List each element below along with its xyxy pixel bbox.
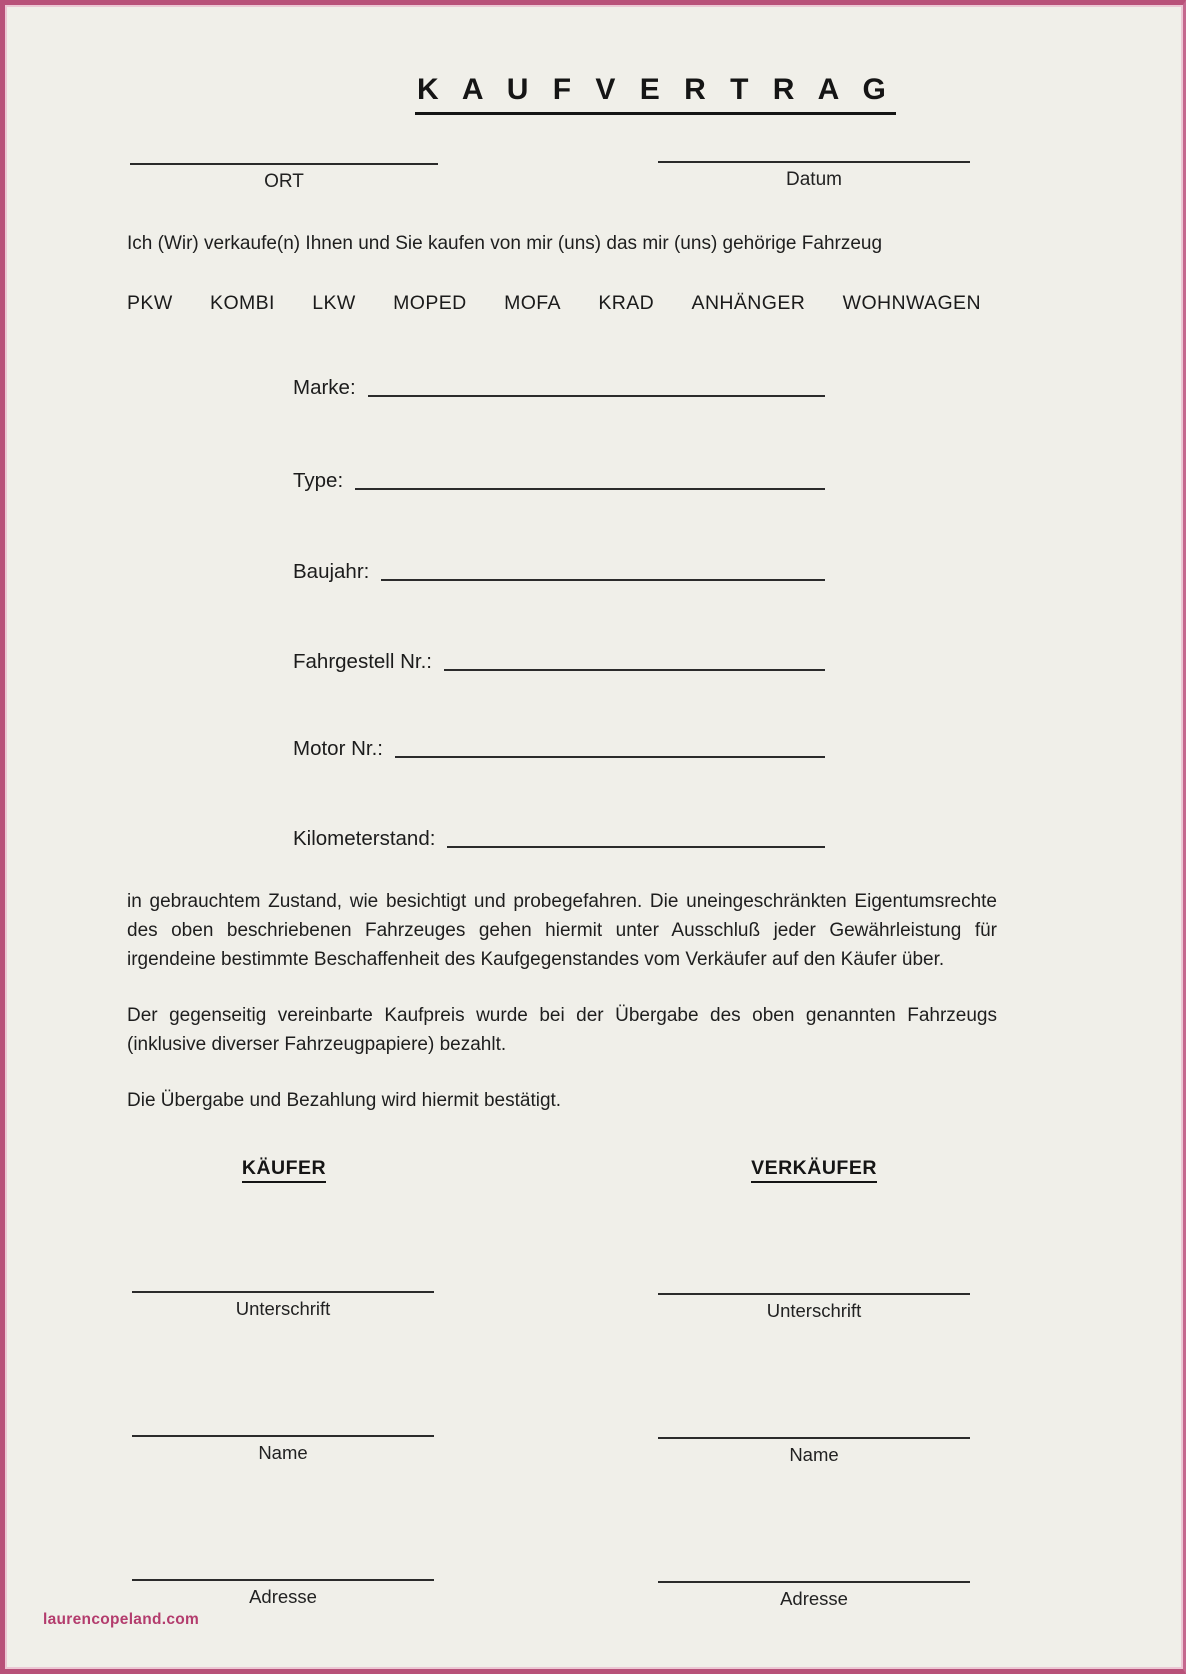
vehicle-type-moped: MOPED xyxy=(393,292,467,314)
fahrgestell-nr-field xyxy=(293,650,825,674)
vehicle-type-row xyxy=(127,292,981,315)
fahrgestell-nr-blank-line[interactable] xyxy=(444,669,825,671)
kilometerstand-blank-line[interactable] xyxy=(447,846,825,848)
seller-column-header: VERKÄUFER xyxy=(658,1157,970,1180)
buyer-unterschrift-blank-line[interactable] xyxy=(132,1291,434,1293)
baujahr-label: Baujahr: xyxy=(293,560,370,583)
vehicle-type-lkw: LKW xyxy=(312,292,356,314)
buyer-name-label: Name xyxy=(258,1442,308,1463)
buyer-adresse-blank-line[interactable] xyxy=(132,1579,434,1581)
motor-nr-label: Motor Nr.: xyxy=(293,737,383,760)
vehicle-type-pkw: PKW xyxy=(127,292,173,314)
motor-nr-blank-line[interactable] xyxy=(395,756,825,758)
seller-signature-column xyxy=(658,1293,970,1674)
marke-label: Marke: xyxy=(293,376,356,399)
type-label: Type: xyxy=(293,469,344,492)
buyer-unterschrift-row xyxy=(132,1291,434,1320)
marke-field xyxy=(293,376,825,400)
baujahr-field xyxy=(293,560,825,584)
vehicle-type-krad: KRAD xyxy=(598,292,655,314)
buyer-name-row xyxy=(132,1435,434,1464)
vehicle-type-kombi: KOMBI xyxy=(210,292,275,314)
motor-nr-field xyxy=(293,737,825,761)
seller-adresse-label: Adresse xyxy=(780,1588,848,1609)
seller-unterschrift-row xyxy=(658,1293,970,1322)
buyer-adresse-label: Adresse xyxy=(249,1586,317,1607)
terms-paragraph-condition: in gebrauchtem Zustand, wie besichtigt und probegefahren. Die uneingeschränkten Eigentumsrechte des oben beschriebenen Fahrzeuges gehen hiermit unter Ausschluß jeder Gewährleistung für irgendeine bestimmte Beschaffenheit des Kaufgegenstandes vom Verkäufer auf den Käufer über. xyxy=(127,891,997,970)
datum-label: Datum xyxy=(786,169,842,190)
baujahr-blank-line[interactable] xyxy=(381,579,825,581)
seller-adresse-row xyxy=(658,1581,970,1610)
seller-name-blank-line[interactable] xyxy=(658,1437,970,1439)
seller-adresse-blank-line[interactable] xyxy=(658,1581,970,1583)
seller-name-label: Name xyxy=(789,1444,839,1465)
intro-sentence: Ich (Wir) verkaufe(n) Ihnen und Sie kaufen von mir (uns) das mir (uns) gehörige Fahrzeug xyxy=(127,233,883,254)
seller-unterschrift-label: Unterschrift xyxy=(766,1300,862,1321)
buyer-adresse-row xyxy=(132,1579,434,1608)
ort-blank-line[interactable] xyxy=(130,163,438,165)
seller-name-row xyxy=(658,1437,970,1466)
seller-unterschrift-blank-line[interactable] xyxy=(658,1293,970,1295)
ort-label: ORT xyxy=(264,171,304,192)
type-blank-line[interactable] xyxy=(355,488,825,490)
page-title: K A U F V E R T R A G xyxy=(415,73,896,115)
buyer-column-header: KÄUFER xyxy=(130,1157,438,1180)
watermark-text: laurencopeland.com xyxy=(43,1611,200,1628)
datum-blank-line[interactable] xyxy=(658,161,970,163)
buyer-name-blank-line[interactable] xyxy=(132,1435,434,1437)
kilometerstand-label: Kilometerstand: xyxy=(293,827,436,850)
terms-paragraph-price: Der gegenseitig vereinbarte Kaufpreis wurde bei der Übergabe des oben genannten Fahrzeugs (inklusive diverser Fahrzeugpapiere) bezahlt. xyxy=(127,1005,997,1055)
vehicle-type-wohnwagen: WOHNWAGEN xyxy=(842,292,981,314)
ort-field xyxy=(130,163,438,193)
kilometerstand-field xyxy=(293,827,825,851)
terms-paragraph-confirmation: Die Übergabe und Bezahlung wird hiermit bestätigt. xyxy=(127,1090,562,1111)
fahrgestell-nr-label: Fahrgestell Nr.: xyxy=(293,650,432,673)
vehicle-type-anhaenger: ANHÄNGER xyxy=(691,292,806,314)
datum-field xyxy=(658,161,970,191)
marke-blank-line[interactable] xyxy=(368,395,825,397)
contract-terms xyxy=(127,887,997,1115)
type-field xyxy=(293,469,825,493)
buyer-unterschrift-label: Unterschrift xyxy=(235,1298,331,1319)
vehicle-type-mofa: MOFA xyxy=(504,292,561,314)
